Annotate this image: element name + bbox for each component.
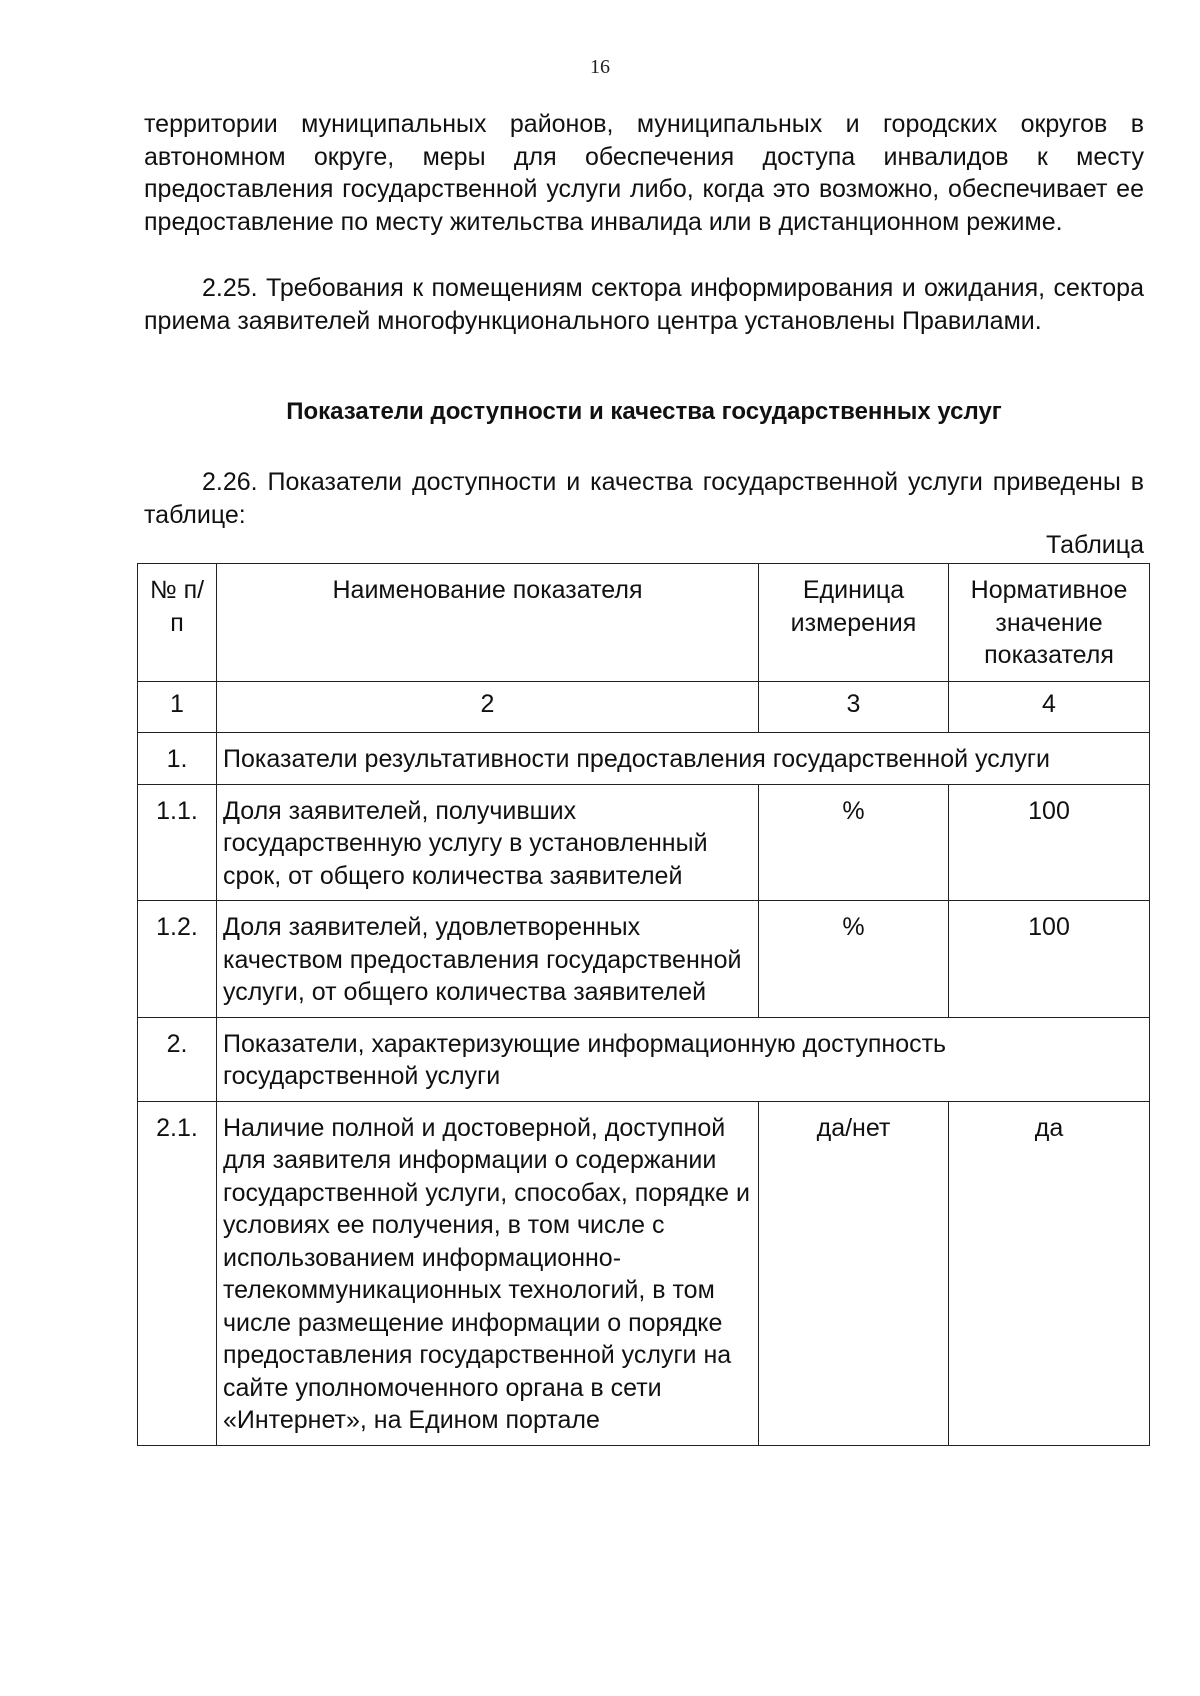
table-section-row — [138, 1017, 1150, 1101]
indicator-unit: да/нет — [759, 1101, 949, 1445]
paragraph-continuation: территории муниципальных районов, муниципальных и городских округов в автономном округе, меры для обеспечения доступа инвалидов к месту предоставления государственной услуги либо, когда это возможно, обеспечивает ее предоставление по месту жительства инвалида или в дистанционном режиме. — [144, 110, 1144, 236]
header-name: Наименование показателя — [217, 564, 759, 682]
indicator-norm: 100 — [949, 784, 1150, 901]
table-caption: Таблица — [1045, 531, 1144, 559]
column-number: 4 — [949, 682, 1150, 733]
indicator-norm: 100 — [949, 901, 1150, 1018]
page-number: 16 — [590, 56, 610, 78]
section-title: Показатели, характеризующие информационную доступность государственной услуги — [217, 1017, 1150, 1101]
header-num: № п/п — [138, 564, 217, 682]
indicator-name: Доля заявителей, получивших государственную услугу в установленный срок, от общего количества заявителей — [217, 784, 759, 901]
indicators-table — [137, 563, 1150, 1446]
indicator-name: Наличие полной и достоверной, доступной для заявителя информации о содержании государственной услуги, способах, порядке и условиях ее получения, в том числе с использованием информационно-телекоммуникационных технологий, в том числе размещение информации о порядке предоставления государственной услуги на сайте уполномоченного органа в сети «Интернет», на Едином портале — [217, 1101, 759, 1445]
column-number: 2 — [217, 682, 759, 733]
indicator-name: Доля заявителей, удовлетворенных качеством предоставления государственной услуги, от общего количества заявителей — [217, 901, 759, 1018]
table-row — [138, 784, 1150, 901]
row-num: 1.1. — [138, 784, 217, 901]
section-heading: Показатели доступности и качества государственных услуг — [286, 398, 1002, 425]
table-section-row — [138, 733, 1150, 785]
column-number: 1 — [138, 682, 217, 733]
paragraph-2-25: 2.25. Требования к помещениям сектора информирования и ожидания, сектора приема заявителей многофункционального центра установлены Правилами. — [144, 274, 1144, 335]
table-row — [138, 901, 1150, 1018]
row-num: 2. — [138, 1017, 217, 1101]
table-row — [138, 1101, 1150, 1445]
table-header-row — [138, 564, 1150, 682]
indicator-norm: да — [949, 1101, 1150, 1445]
indicator-unit: % — [759, 901, 949, 1018]
row-num: 2.1. — [138, 1101, 217, 1445]
row-num: 1. — [138, 733, 217, 785]
header-norm: Нормативное значение показателя — [949, 564, 1150, 682]
header-unit: Единица измерения — [759, 564, 949, 682]
row-num: 1.2. — [138, 901, 217, 1018]
section-title: Показатели результативности предоставления государственной услуги — [217, 733, 1150, 785]
paragraph-2-26: 2.26. Показатели доступности и качества государственной услуги приведены в таблице: — [144, 468, 1144, 529]
column-number: 3 — [759, 682, 949, 733]
indicator-unit: % — [759, 784, 949, 901]
column-number-row — [138, 682, 1150, 733]
